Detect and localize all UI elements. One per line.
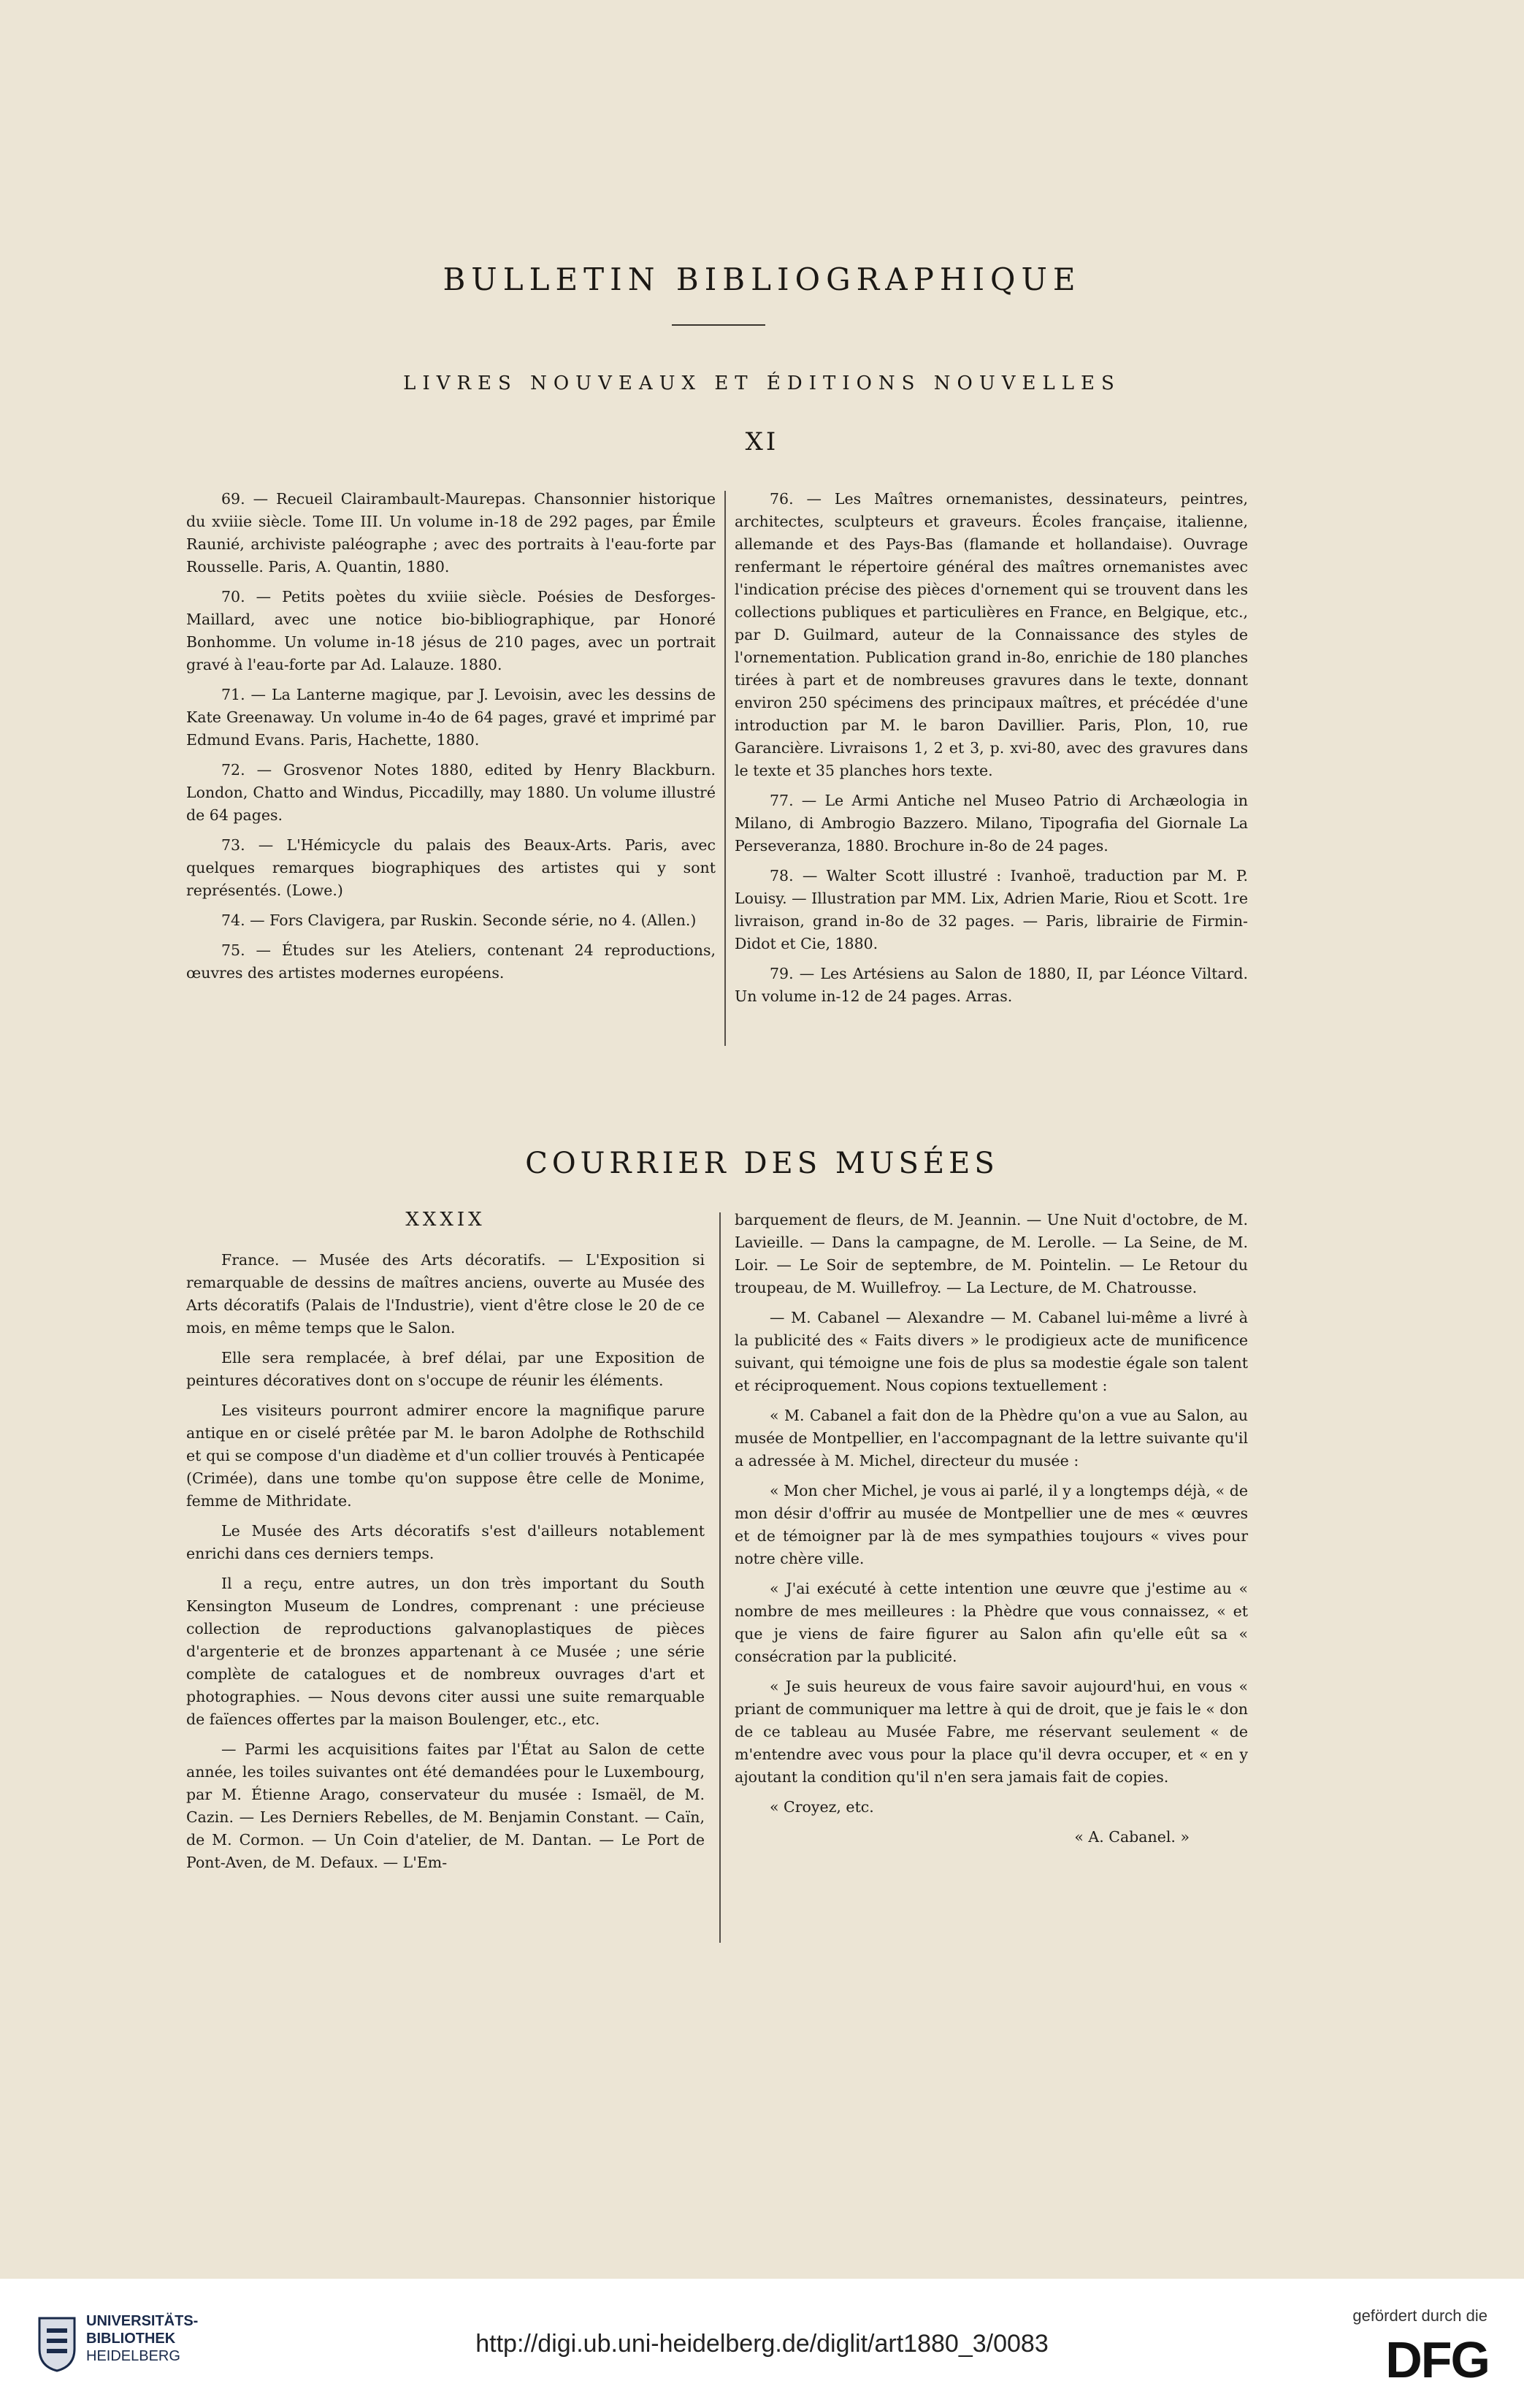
letter-paragraph: « Croyez, etc. <box>770 1798 874 1816</box>
dfg-logo: DFG <box>1385 2331 1489 2388</box>
article-paragraph: Il a reçu, entre autres, un don très important du South Kensington Museum de Londres, comprenant : une précieuse collection de reproductions galvanoplastiques de pièces d'argenterie et de bronzes appartenant à ce Musée ; une série complète de catalogues et de nombreux ouvrages d'art et photographies. — Nous devons citer aussi une suite remarquable de faïences offertes par la maison Boulenger, etc., etc. <box>186 1575 705 1728</box>
bibliography-entry: 73. — L'Hémicycle du palais des Beaux-Arts. Paris, avec quelques remarques biographiques des artistes qui y sont représentés. (Lowe.) <box>186 836 716 899</box>
bulletin-left-column <box>186 488 716 992</box>
bibliography-entry: 71. — La Lanterne magique, par J. Levoisin, avec les dessins de Kate Greenaway. Un volume in-4o de 64 pages, gravé et imprimé par Edmund Evans. Paris, Hachette, 1880. <box>186 686 716 749</box>
footer-bar <box>0 2279 1524 2408</box>
library-name-line: HEIDELBERG <box>86 2348 180 2364</box>
letter-paragraph: « Mon cher Michel, je vous ai parlé, il y a longtemps déjà, « de mon désir d'offrir au musée de Montpellier une de mes « œuvres et de témoigner par là de mes sympathies toujours « vives pour notre chère ville. <box>735 1482 1248 1567</box>
library-name-line: UNIVERSITÄTS- <box>86 2313 199 2329</box>
article-paragraph: « M. Cabanel a fait don de la Phèdre qu'on a vue au Salon, au musée de Montpellier, en l'accompagnant de la lettre suivante qu'il a adressée à M. Michel, directeur du musée : <box>735 1407 1248 1469</box>
bibliography-entry: 74. — Fors Clavigera, par Ruskin. Seconde série, no 4. (Allen.) <box>221 911 697 929</box>
bibliography-entry: 78. — Walter Scott illustré : Ivanhoë, traduction par M. P. Louisy. — Illustration par MM. Lix, Adrien Marie, Riou et Scott. 1re livraison, grand in-8o de 32 pages. — Paris, librairie de Firmin-Didot et Cie, 1880. <box>735 867 1248 952</box>
bibliography-entry: 76. — Les Maîtres ornemanistes, dessinateurs, peintres, architectes, sculpteurs et graveurs. Écoles française, italienne, allemande et des Pays-Bas (flamande et hollandaise). Ouvrage renfermant le répertoire général des maîtres ornemanistes avec l'indication précise des pièces d'ornement qui se trouvent dans les collections publiques et particulières en France, en Belgique, etc., par D. Guilmard, auteur de la Connaissance des styles de l'ornementation. Publication grand in-8o, enrichie de 180 planches tirées à part et de nombreuses gravures dans le texte, donnant environ 250 spécimens des principaux maîtres, et précédée d'une introduction par M. le baron Davillier. Paris, Plon, 10, rue Garancière. Livraisons 1, 2 et 3, p. xvi-80, avec des gravures dans le texte et 35 planches hors texte. <box>735 490 1248 779</box>
article-paragraph: France. — Musée des Arts décoratifs. — L'Exposition si remarquable de dessins de maîtres anciens, ouverte au Musée des Arts décoratifs (Palais de l'Industrie), vient d'être close le 20 de ce mois, en même temps que le Salon. <box>186 1251 705 1337</box>
courrier-title: COURRIER DES MUSÉES <box>525 1147 999 1180</box>
courrier-section-number: XXXIX <box>405 1209 486 1231</box>
article-paragraph: — M. Cabanel — Alexandre — M. Cabanel lui-même a livré à la publicité des « Faits divers » le prodigieux acte de munificence suivant, qui témoigne une fois de plus sa modestie égale son talent et réciproquement. Nous copions textuellement : <box>735 1309 1248 1394</box>
letter-paragraph: « Je suis heureux de vous faire savoir aujourd'hui, en vous « priant de communiquer ma lettre à qui de droit, que je fais le « don de ce tableau au Musée Fabre, me réservant seulement « de m'entendre avec vous pour la place qu'il devra occuper, et « en y ajoutant la condition qu'il n'en sera jamais fait de copies. <box>735 1678 1248 1786</box>
title-rule <box>672 324 765 326</box>
bibliography-entry: 72. — Grosvenor Notes 1880, edited by Henry Blackburn. London, Chatto and Windus, Piccadilly, may 1880. Un volume illustré de 64 pages. <box>186 761 716 824</box>
article-paragraph: Elle sera remplacée, à bref délai, par une Exposition de peintures décoratives dont on s'occupe de réunir les éléments. <box>186 1349 705 1389</box>
bibliography-entry: 77. — Le Armi Antiche nel Museo Patrio di Archæologia in Milano, di Ambrogio Bazzero. Milano, Tipografia del Giornale La Perseveranza, 1880. Brochure in-8o de 24 pages. <box>735 792 1248 855</box>
letter-paragraph: « J'ai exécuté à cette intention une œuvre que j'estime au « nombre de mes meilleures : la Phèdre que vous connaissez, « et que je viens de faire figurer au Salon afin qu'elle eût sa « consécration par la publicité. <box>735 1580 1248 1665</box>
bibliography-entry: 79. — Les Artésiens au Salon de 1880, II, par Léonce Viltard. Un volume in-12 de 24 pages. Arras. <box>735 965 1248 1005</box>
bibliography-entry: 75. — Études sur les Ateliers, contenant 24 reproductions, œuvres des artistes modernes européens. <box>186 941 716 982</box>
letter-signature: « A. Cabanel. » <box>1074 1828 1190 1846</box>
article-paragraph: Le Musée des Arts décoratifs s'est d'ailleurs notablement enrichi dans ces derniers temps. <box>186 1522 705 1562</box>
article-paragraph: barquement de fleurs, de M. Jeannin. — Une Nuit d'octobre, de M. Lavieille. — Dans la campagne, de M. Lerolle. — La Seine, de M. Loir. — Le Soir de septembre, de M. Pointelin. — Le Retour du troupeau, de M. Wuillefroy. — La Lecture, de M. Chatrousse. <box>735 1211 1248 1296</box>
courrier-left-column <box>186 1209 705 1881</box>
courrier-right-column <box>735 1209 1248 1856</box>
bulletin-right-column <box>735 488 1248 1015</box>
bibliography-entry: 69. — Recueil Clairambault-Maurepas. Chansonnier historique du xviiie siècle. Tome III. Un volume in-18 de 292 pages, par Émile Raunié, archiviste paléographe ; avec des portraits à l'eau-forte par Rousselle. Paris, A. Quantin, 1880. <box>186 490 716 576</box>
funded-by-label: gefördert durch die <box>1352 2306 1487 2325</box>
article-paragraph: — Parmi les acquisitions faites par l'État au Salon de cette année, les toiles suivantes ont été demandées pour le Luxembourg, par M. Étienne Arago, conservateur du musée : Ismaël, de M. Cazin. — Les Derniers Rebelles, de M. Benjamin Constant. — Caïn, de M. Cormon. — Un Coin d'atelier, de M. Dantan. — Le Port de Pont-Aven, de M. Defaux. — L'Em- <box>186 1740 705 1871</box>
bulletin-section-number: XI <box>745 427 779 456</box>
column-divider <box>724 491 726 1046</box>
article-paragraph: Les visiteurs pourront admirer encore la magnifique parure antique en or ciselé prêtée par M. le baron Adolphe de Rothschild et qui se compose d'un diadème et d'un collier trouvés à Penticapée (Crimée), dans une tombe qu'on suppose être celle de Monime, femme de Mithridate. <box>186 1402 705 1510</box>
bulletin-title: BULLETIN BIBLIOGRAPHIQUE <box>443 261 1081 297</box>
bulletin-subtitle: LIVRES NOUVEAUX ET ÉDITIONS NOUVELLES <box>403 372 1121 394</box>
library-name-line: BIBLIOTHEK <box>86 2331 176 2347</box>
bibliography-entry: 70. — Petits poètes du xviiie siècle. Poésies de Desforges-Maillard, avec une notice bio-bibliographique, par Honoré Bonhomme. Un volume in-18 jésus de 210 pages, avec un portrait gravé à l'eau-forte par Ad. Lalauze. 1880. <box>186 588 716 673</box>
source-url[interactable]: http://digi.ub.uni-heidelberg.de/diglit/art1880_3/0083 <box>475 2330 1049 2358</box>
column-divider <box>719 1212 721 1943</box>
